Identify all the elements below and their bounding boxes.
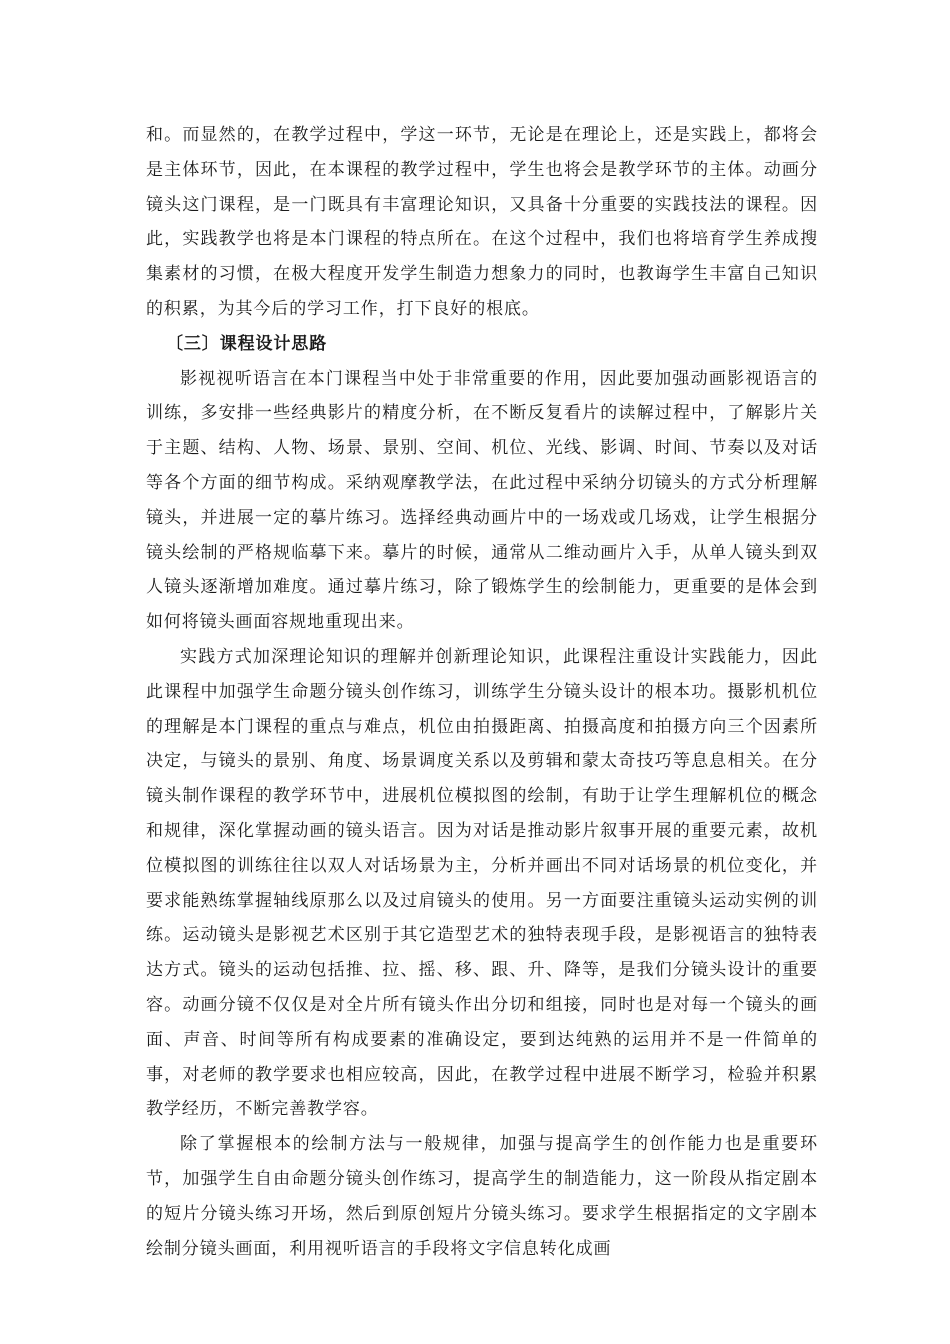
paragraph-continued: 和。而显然的，在教学过程中，学这一环节，无论是在理论上，还是实践上，都将会是主体环节，因此，在本课程的教学过程中，学生也将会是教学环节的主体。动画分镜头这门课程，是一门既具有丰富理论知识，又具备十分重要的实践技法的课程。因此，实践教学也将是本门课程的特点所在。在这个过程中，我们也将培育学生养成搜集素材的习惯，在极大程度开发学生制造力想象力的同时，也教诲学生丰富自己知识的积累，为其今后的学习工作，打下良好的根底。 xyxy=(146,125,818,319)
document-page xyxy=(146,118,818,1266)
paragraph-creative-ability: 除了掌握根本的绘制方法与一般规律，加强与提高学生的创作能力也是重要环节，加强学生自由命题分镜头创作练习，提高学生的制造能力，这一阶段从指定剧本的短片分镜头练习开场，然后到原创短片分镜头练习。要求学生根据指定的文字剧本绘制分镜头画面，利用视听语言的手段将文字信息转化成画 xyxy=(146,1134,818,1259)
section-heading: 〔三〕课程设计思路 xyxy=(166,333,328,354)
paragraph-practice-method: 实践方式加深理论知识的理解并创新理论知识，此课程注重设计实践能力，因此此课程中加强学生命题分镜头创作练习，训练学生分镜头设计的根本功。摄影机机位的理解是本门课程的重点与难点，机位由拍摄距离、拍摄高度和拍摄方向三个因素所决定，与镜头的景别、角度、场景调度关系以及剪辑和蒙太奇技巧等息息相关。在分镜头制作课程的教学环节中，进展机位模拟图的绘制，有助于让学生理解机位的概念和规律，深化掌握动画的镜头语言。因为对话是推动影片叙事开展的重要元素，故机位模拟图的训练往往以双人对话场景为主，分析并画出不同对话场景的机位变化，并要求能熟练掌握轴线原那么以及过肩镜头的使用。另一方面要注重镜头运动实例的训练。运动镜头是影视艺术区别于其它造型艺术的独特表现手段，是影视语言的独特表达方式。镜头的运动包括推、拉、摇、移、跟、升、降等，是我们分镜头设计的重要容。动画分镜不仅仅是对全片所有镜头作出分切和组接，同时也是对每一个镜头的画面、声音、时间等所有构成要素的准确设定，要到达纯熟的运用并不是一件简单的事，对老师的教学要求也相应较高，因此，在教学过程中进展不断学习，检验并积累教学经历，不断完善教学容。 xyxy=(146,646,818,1120)
paragraph-audiovisual-language: 影视视听语言在本门课程当中处于非常重要的作用，因此要加强动画影视语言的训练，多安排一些经典影片的精度分析，在不断反复看片的读解过程中，了解影片关于主题、结构、人物、场景、景别、空间、机位、光线、影调、时间、节奏以及对话等各个方面的细节构成。采纳观摩教学法，在此过程中采纳分切镜头的方式分析理解镜头，并进展一定的摹片练习。选择经典动画片中的一场戏或几场戏，让学生根据分镜头绘制的严格规临摹下来。摹片的时候，通常从二维动画片入手，从单人镜头到双人镜头逐渐增加难度。通过摹片练习，除了锻炼学生的绘制能力，更重要的是体会到如何将镜头画面容规地重现出来。 xyxy=(146,368,818,633)
